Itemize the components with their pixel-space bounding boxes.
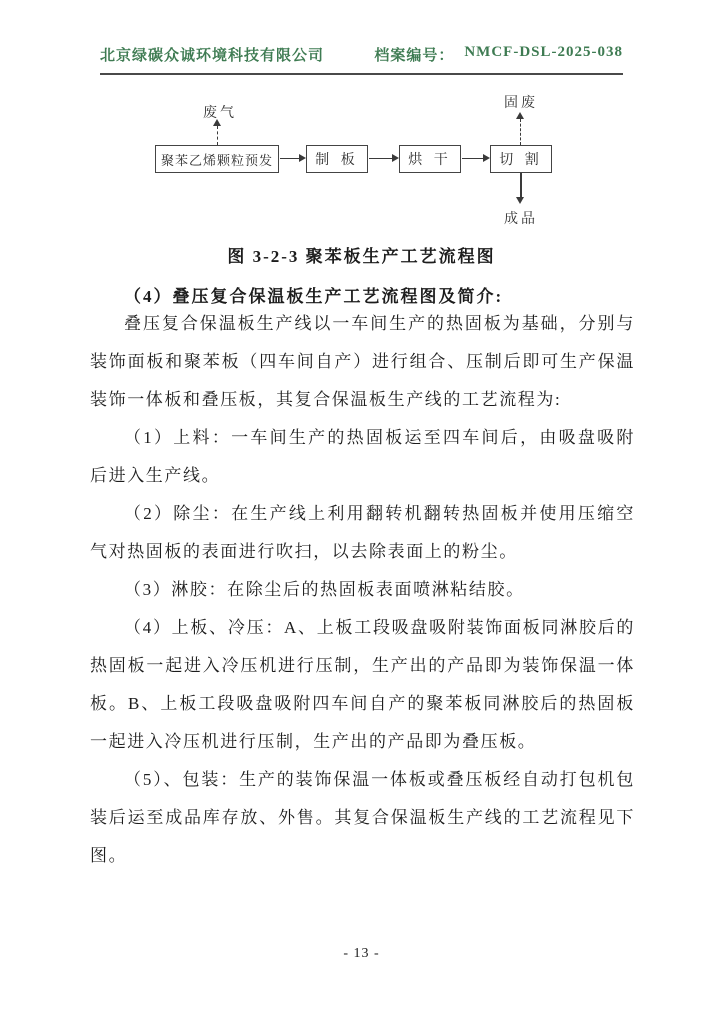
process-flow-diagram — [0, 90, 723, 235]
product-label: 成品 — [504, 212, 538, 227]
right-arrowhead-icon — [299, 154, 306, 162]
down-arrow-to-product — [520, 173, 522, 198]
archive-number-value: NMCF-DSL-2025-038 — [464, 44, 623, 60]
flow-arrow — [462, 158, 484, 159]
archive-number — [374, 44, 623, 65]
solid-waste-label: 固废 — [504, 96, 538, 111]
flow-step-pre-expansion: 聚苯乙烯颗粒预发 — [155, 145, 279, 173]
down-arrowhead-icon — [516, 197, 524, 204]
body-text — [90, 305, 635, 875]
paragraph-intro: 叠压复合保温板生产线以一车间生产的热固板为基础，分别与装饰面板和聚苯板（四车间自产）进行组合、压制后即可生产保温装饰一体板和叠压板，其复合保温板生产线的工艺流程为: — [90, 314, 635, 409]
company-name: 北京绿碳众诚环境科技有限公司 — [100, 48, 325, 64]
waste-gas-label: 废气 — [203, 106, 237, 121]
paragraph-step-1-loading: （1）上料：一车间生产的热固板运至四车间后，由吸盘吸附后进入生产线。 — [90, 428, 635, 485]
dashed-up-arrowhead-icon — [213, 119, 221, 126]
dashed-up-arrowhead-icon — [516, 112, 524, 119]
dashed-arrow-solid-waste — [520, 119, 521, 145]
flow-arrow — [280, 158, 300, 159]
page-number: - 13 - — [343, 946, 380, 961]
paragraph-step-5-packaging: （5）、包装：生产的装饰保温一体板或叠压板经自动打包机包装后运至成品库存放、外售。其复合保温板生产线的工艺流程见下图。 — [90, 770, 635, 865]
archive-number-label: 档案编号： — [374, 48, 455, 64]
dashed-arrow-waste-gas — [217, 126, 218, 145]
flow-step-cutting: 切 割 — [490, 145, 552, 173]
paragraph-step-4-pressing: （4）上板、冷压：A、上板工段吸盘吸附装饰面板同淋胶后的热固板一起进入冷压机进行压制，生产出的产品即为装饰保温一体板。B、上板工段吸盘吸附四车间自产的聚苯板同淋胶后的热固板一起进入冷压机进行压制，生产出的产品即为叠压板。 — [90, 618, 635, 751]
page-header — [100, 44, 623, 75]
figure-caption: 图 3-2-3 聚苯板生产工艺流程图 — [227, 247, 496, 266]
flow-step-board-making: 制 板 — [306, 145, 368, 173]
flow-arrow — [369, 158, 393, 159]
right-arrowhead-icon — [392, 154, 399, 162]
paragraph-step-3-glue-spraying: （3）淋胶：在除尘后的热固板表面喷淋粘结胶。 — [124, 580, 525, 599]
flow-step-drying: 烘 干 — [399, 145, 461, 173]
section-heading: （4）叠压复合保温板生产工艺流程图及简介: — [124, 287, 504, 306]
paragraph-step-2-dust-removal: （2）除尘：在生产线上利用翻转机翻转热固板并使用压缩空气对热固板的表面进行吹扫，以去除表面上的粉尘。 — [90, 504, 635, 561]
right-arrowhead-icon — [483, 154, 490, 162]
